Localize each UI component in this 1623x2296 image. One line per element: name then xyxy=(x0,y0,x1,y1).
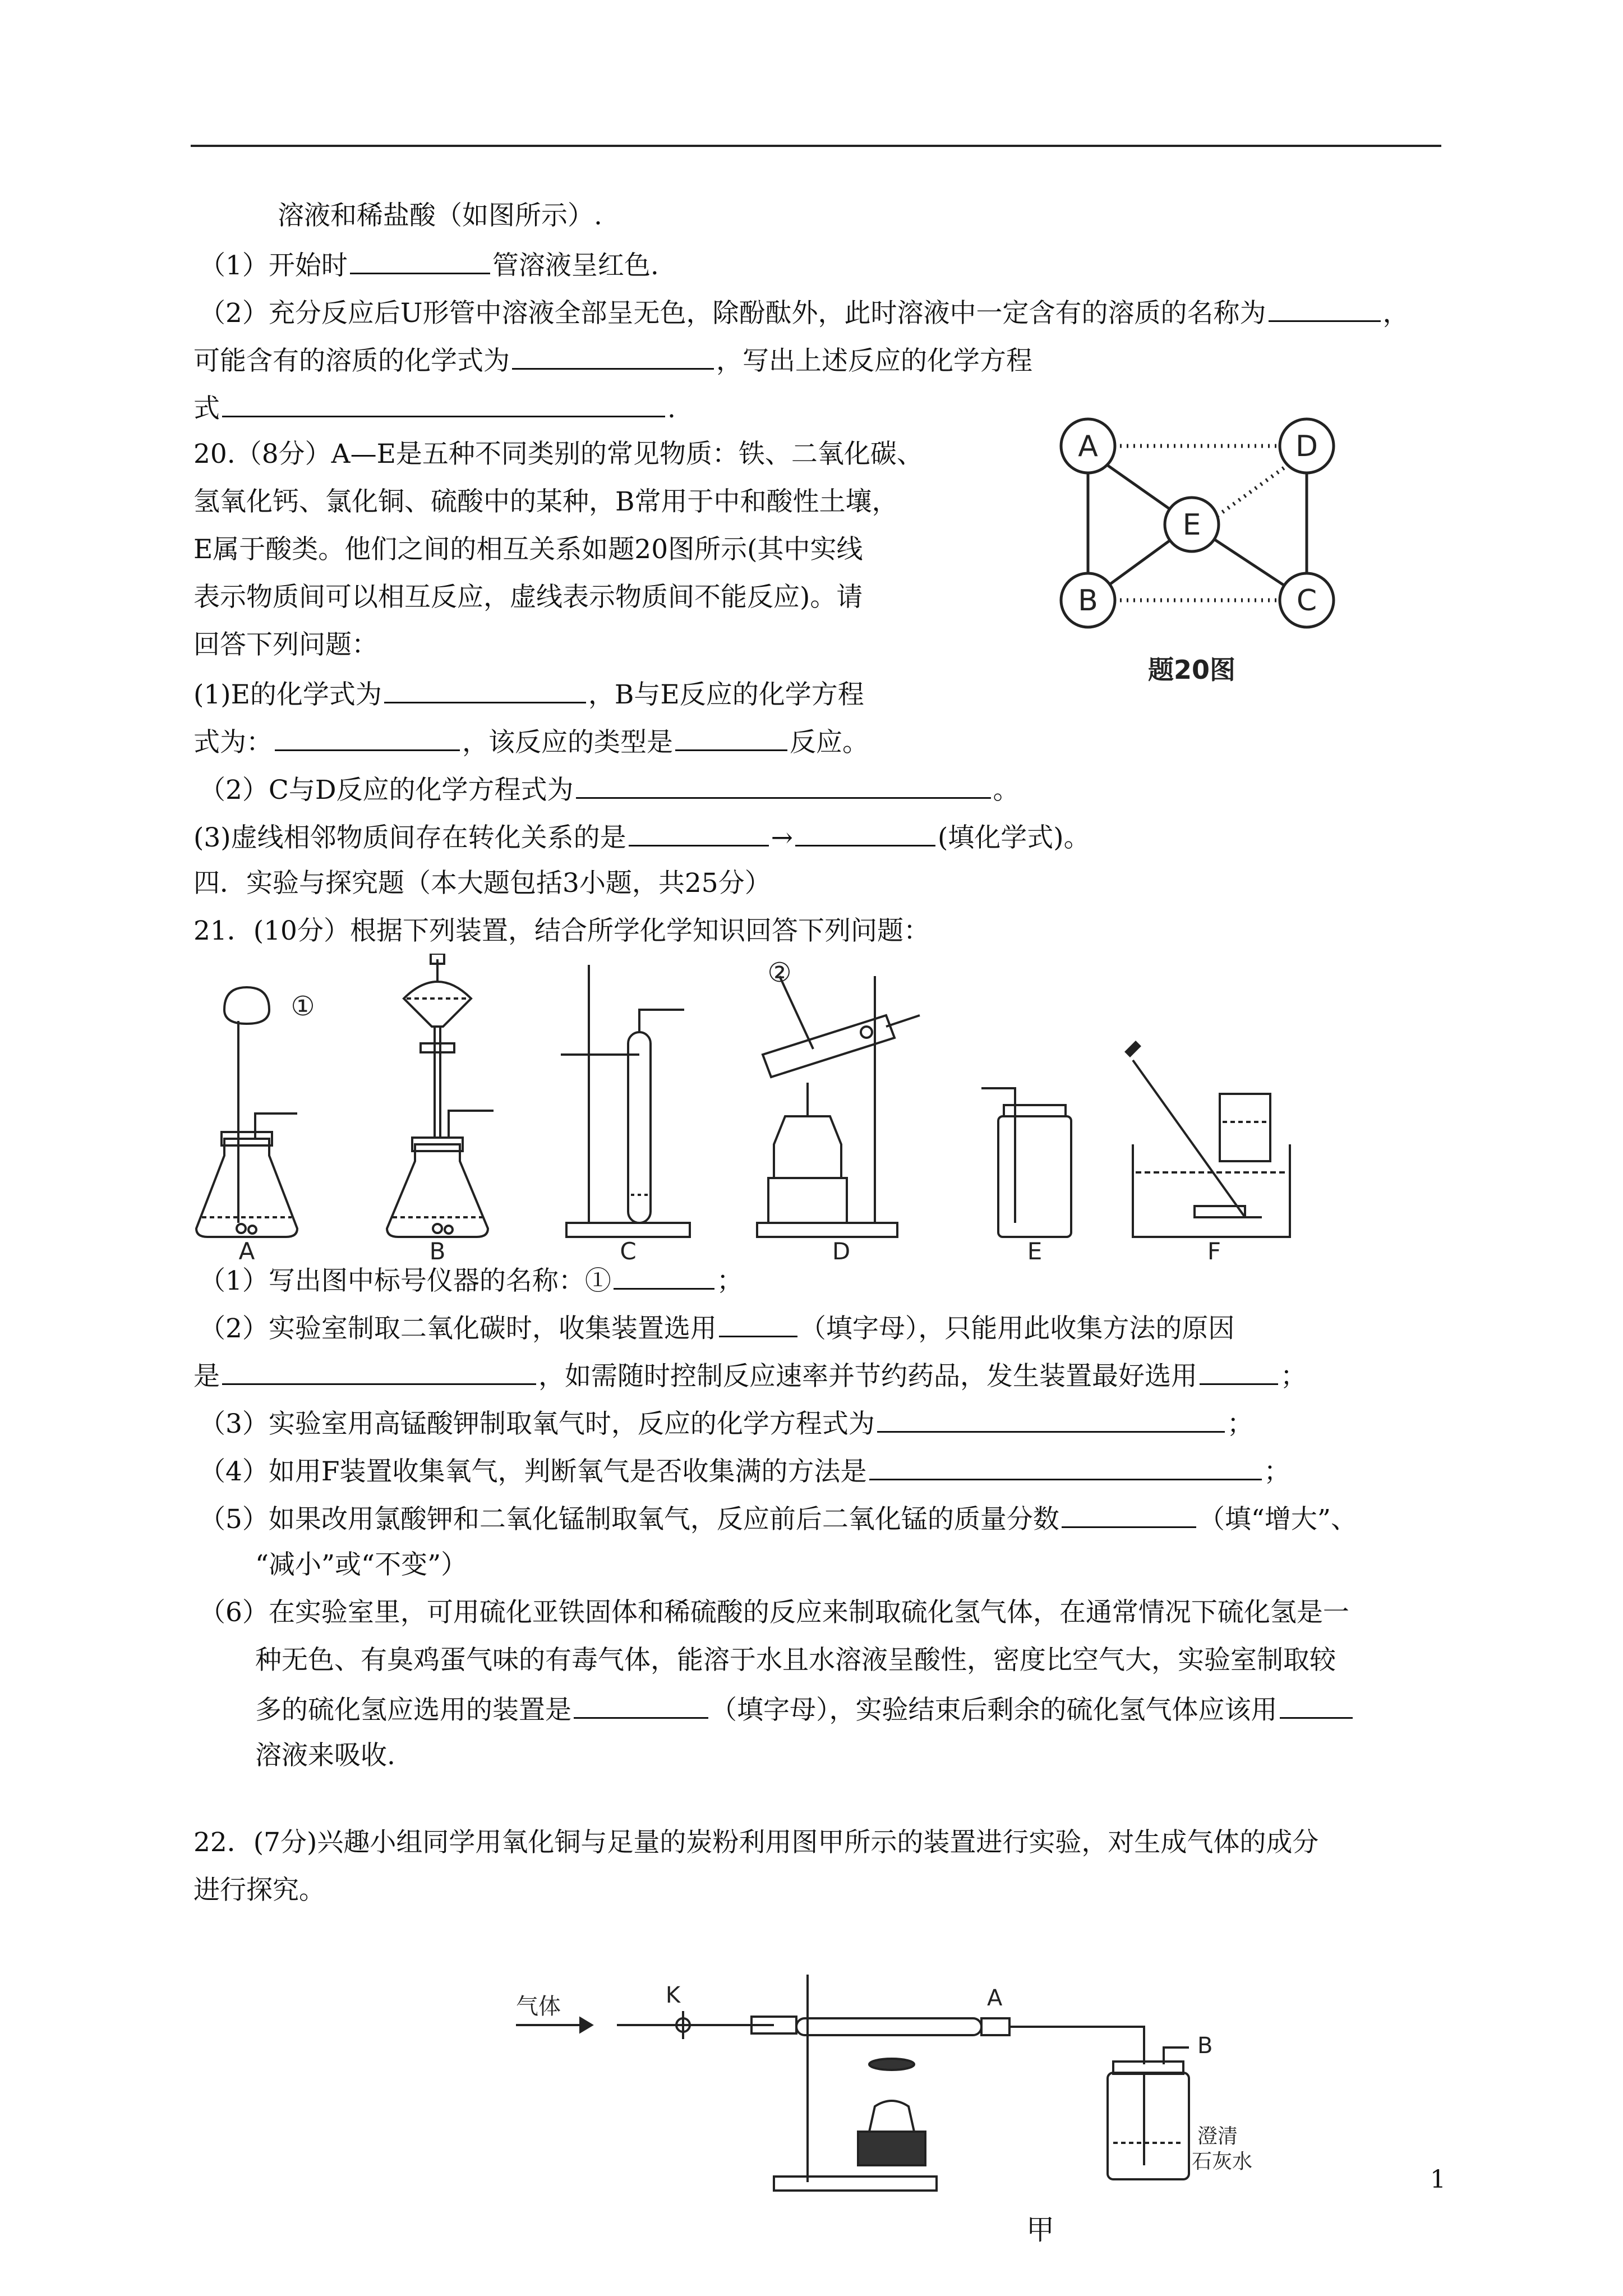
text-line: 式为： ，该反应的类型是 反应。 xyxy=(193,724,869,760)
text-line: （6）在实验室里，可用硫化亚铁固体和稀硫酸的反应来制取硫化氢气体，在通常情况下硫化氢是一 xyxy=(199,1597,1349,1628)
mark-2: ② xyxy=(767,957,792,988)
text-line: 回答下列问题： xyxy=(193,629,378,660)
apparatus-e xyxy=(981,1088,1071,1237)
node-label-c: C xyxy=(1296,584,1317,618)
apparatus-label-e: E xyxy=(1027,1237,1043,1262)
edge-e-d-dashed xyxy=(1217,466,1287,516)
apparatus-f xyxy=(1127,1043,1290,1237)
apparatus-b xyxy=(387,954,494,1237)
apparatus-label-d: D xyxy=(832,1237,851,1262)
text-line: 20.（8分）A—E是五种不同类别的常见物质：铁、二氧化碳、 xyxy=(193,439,923,470)
label-liquid-1: 澄清 xyxy=(1197,2125,1238,2148)
label-bottle-b: B xyxy=(1197,2033,1213,2059)
text-line: 氢氧化钙、氯化铜、硫酸中的某种，B常用于中和酸性土壤， xyxy=(193,486,898,517)
page-number: 1 xyxy=(1430,2165,1446,2194)
text-line: （2）实验室制取二氧化碳时，收集装置选用 （填字母），只能用此收集方法的原因 xyxy=(199,1310,1234,1346)
text-line: （1）写出图中标号仪器的名称：① ； xyxy=(199,1262,743,1298)
apparatus-d xyxy=(757,976,920,1237)
text-line: 进行探究。 xyxy=(193,1875,325,1906)
text-line: 22．(7分)兴趣小组同学用氧化铜与足量的炭粉利用图甲所示的装置进行实验，对生成气体的成分 xyxy=(193,1827,1319,1858)
node-label-b: B xyxy=(1078,584,1098,618)
text-line: “减小”或“不变”） xyxy=(255,1549,468,1580)
text-line: 多的硫化氢应选用的装置是 （填字母），实验结束后剩余的硫化氢气体应该用 xyxy=(255,1691,1355,1727)
header-rule xyxy=(191,145,1441,147)
text-line: （5）如果改用氯酸钾和二氧化锰制取氧气，反应前后二氧化锰的质量分数 （填“增大”、 xyxy=(199,1501,1357,1536)
text-line: 种无色、有臭鸡蛋气味的有毒气体，能溶于水且水溶液呈酸性，密度比空气大，实验室制取较 xyxy=(255,1645,1336,1676)
figure-20-caption: 题20图 xyxy=(1147,655,1236,685)
apparatus-label-c: C xyxy=(620,1237,637,1262)
section-heading: 四．实验与探究题（本大题包括3小题，共25分） xyxy=(193,868,771,899)
apparatus-c xyxy=(561,965,690,1237)
label-liquid-2: 石灰水 xyxy=(1192,2150,1253,2173)
apparatus-a xyxy=(196,987,297,1237)
text-line: 溶液和稀盐酸（如图所示）. xyxy=(278,200,602,231)
text-line: （2）C与D反应的化学方程式为 。 xyxy=(199,771,1020,807)
apparatus-figure xyxy=(191,954,1312,1262)
label-gas: 气体 xyxy=(516,1994,561,2019)
text-line: 可能含有的溶质的化学式为 ，写出上述反应的化学方程 xyxy=(193,342,1032,378)
figure-20-diagram xyxy=(1043,415,1357,707)
text-line: 表示物质间可以相互反应，虚线表示物质间不能反应)。请 xyxy=(193,582,863,613)
text-line: 溶液来吸收. xyxy=(255,1740,395,1771)
node-label-a: A xyxy=(1078,430,1098,463)
apparatus-label-a: A xyxy=(238,1237,255,1262)
figure-jia-caption: 甲 xyxy=(1026,2214,1054,2246)
text-line: E属于酸类。他们之间的相互关系如题20图所示(其中实线 xyxy=(193,534,863,565)
label-tube-a: A xyxy=(987,1985,1003,2011)
apparatus-label-b: B xyxy=(429,1237,446,1262)
figure-jia xyxy=(505,1963,1346,2205)
text-line: （2）充分反应后U形管中溶液全部呈无色，除酚酞外，此时溶液中一定含有的溶质的名称为 ， xyxy=(199,295,1409,330)
text-line: 是 ，如需随时控制反应速率并节约药品，发生装置最好选用 ； xyxy=(193,1358,1307,1393)
text-line: 21．(10分）根据下列装置，结合所学化学知识回答下列问题： xyxy=(193,915,930,946)
text-line: （3）实验室用高锰酸钾制取氧气时，反应的化学方程式为 ； xyxy=(199,1405,1253,1441)
mark-1: ① xyxy=(291,991,315,1022)
glass-tube-a xyxy=(796,2018,981,2035)
text-line: 式 . xyxy=(193,390,676,426)
text-line: (3)虚线相邻物质间存在转化关系的是 → (填化学式)。 xyxy=(193,819,1090,855)
text-line: （4）如用F装置收集氧气，判断氧气是否收集满的方法是 ； xyxy=(199,1453,1290,1489)
text-line: (1)E的化学式为 ，B与E反应的化学方程 xyxy=(193,676,864,712)
text-line: （1）开始时 管溶液呈红色. xyxy=(199,247,659,283)
node-label-d: D xyxy=(1295,430,1318,463)
node-label-e: E xyxy=(1182,508,1201,542)
apparatus-label-f: F xyxy=(1207,1237,1221,1262)
bottle-b xyxy=(1108,2073,1189,2179)
label-k: K xyxy=(665,1982,681,2008)
